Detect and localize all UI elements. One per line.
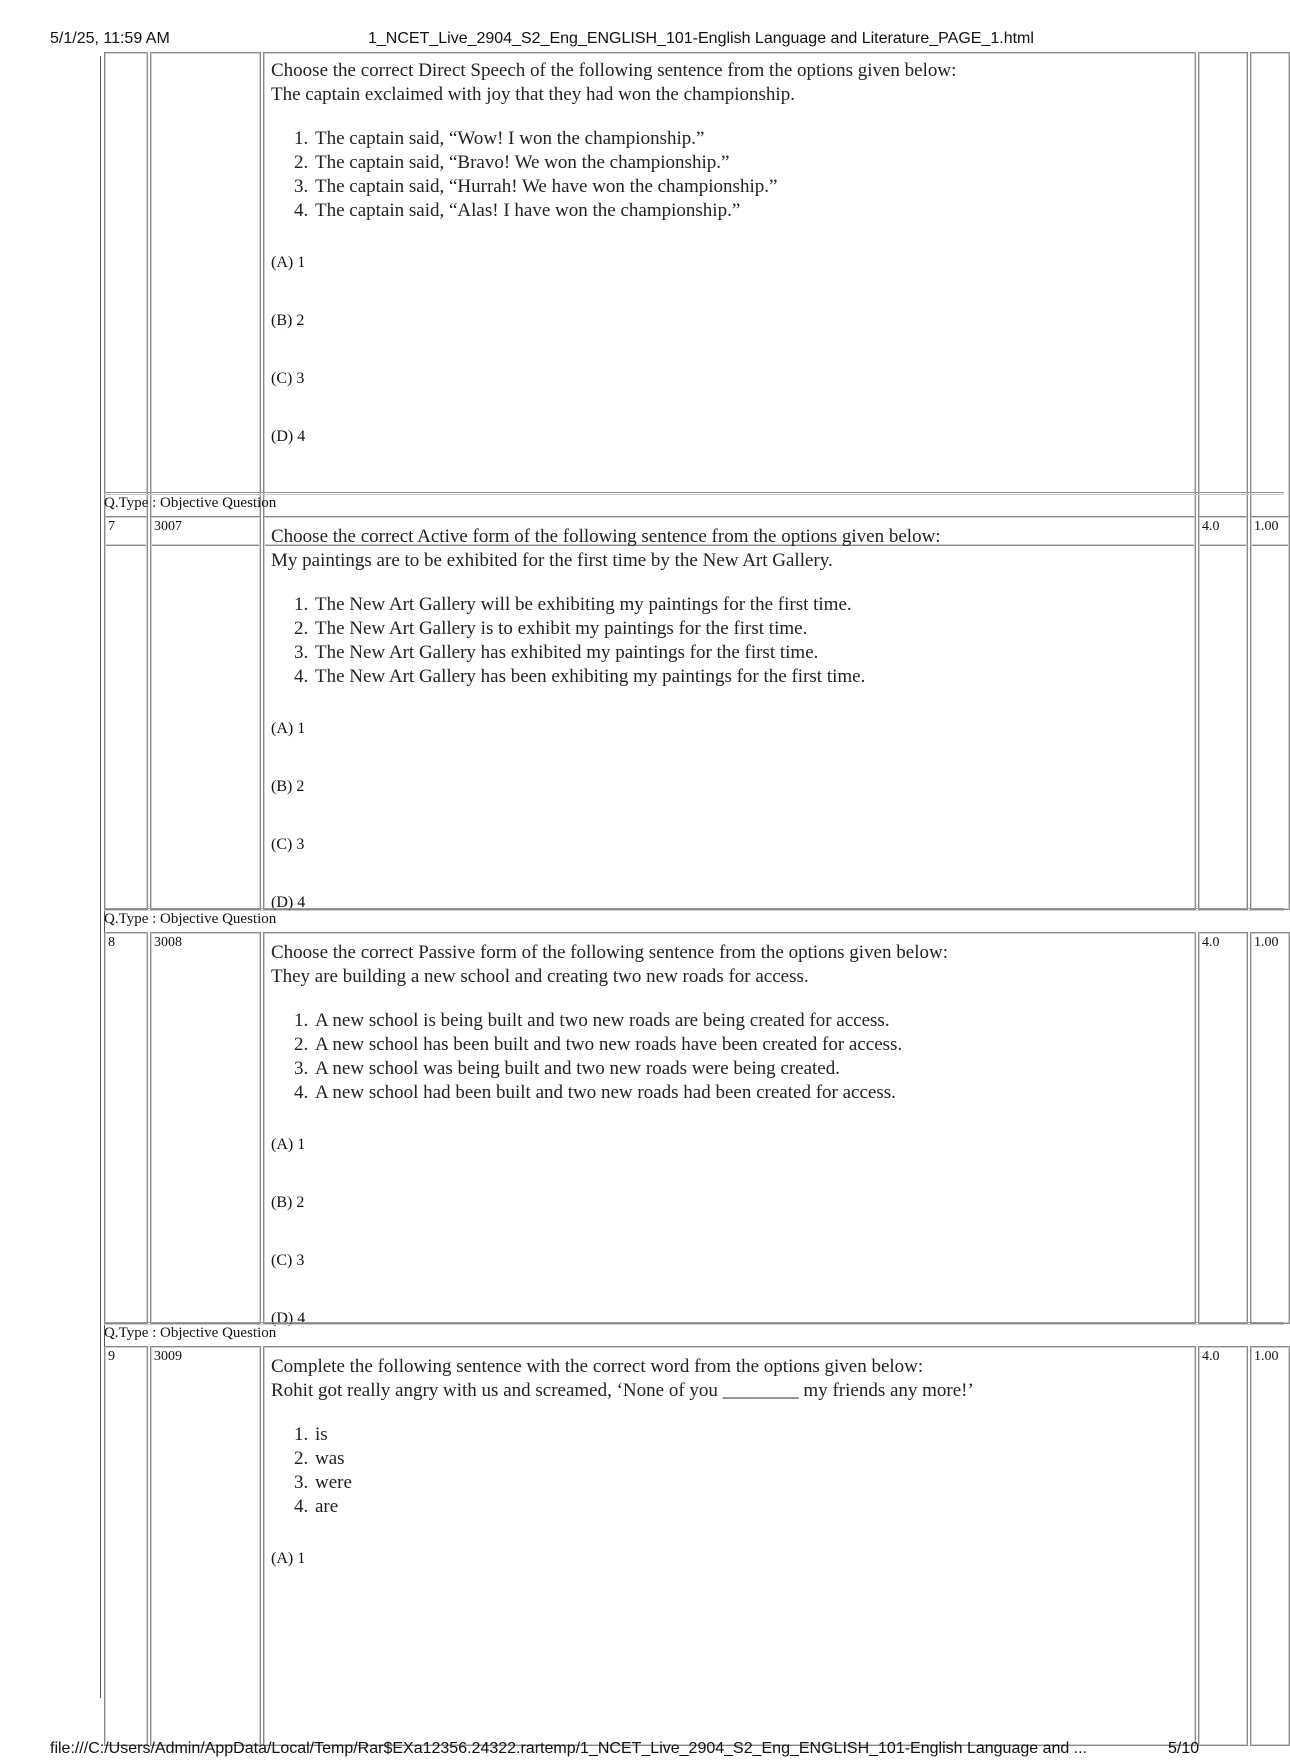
question-sentence: Rohit got really angry with us and screamed, ‘None of you ________ my friends any more!’ [271,1380,974,1401]
option-item: 4. are [313,1495,1195,1519]
question-paper [100,56,1279,1698]
sn-cell: 9 [104,1346,148,1746]
id-cell: 3008 [150,932,261,1324]
id-cell [150,52,261,546]
answer-choice: (B) 2 [271,1194,305,1211]
question-cell [263,516,1196,910]
sn-cell: 7 [104,516,148,910]
question-sentence: My paintings are to be exhibited for the first time by the New Art Gallery. [271,550,833,571]
option-item: 1. is [313,1423,1195,1447]
option-item: 4. The New Art Gallery has been exhibiting my paintings for the first time. [313,665,1195,689]
neg-marks-cell: 1.00 [1250,932,1290,1324]
option-item: 2. The New Art Gallery is to exhibit my paintings for the first time. [313,617,1195,641]
print-file-path: file:///C:/Users/Admin/AppData/Local/Temp/Rar$EXa12356.24322.rartemp/1_NCET_Live_2904_S2_Eng_ENGLISH_101-English Language and ... [50,1740,1088,1757]
marks-cell: 4.0 [1198,516,1248,910]
question-sentence: The captain exclaimed with joy that they had won the championship. [271,84,795,105]
marks-cell: 4.0 [1198,1346,1248,1746]
question-type-label: Q.Type : Objective Question [104,911,277,927]
answer-choices [271,253,1195,485]
print-title: 1_NCET_Live_2904_S2_Eng_ENGLISH_101-English Language and Literature_PAGE_1.html [368,30,1034,47]
question-type-label: Q.Type : Objective Question [104,495,277,511]
print-header [0,30,1240,52]
option-item: 2. A new school has been built and two new roads have been created for access. [313,1033,1195,1057]
question-cell [263,1346,1196,1746]
print-datetime: 5/1/25, 11:59 AM [50,30,170,47]
divider [104,492,1284,495]
question-cell [263,52,1196,546]
question-prompt: Choose the correct Passive form of the following sentence from the options given below: [271,942,948,963]
option-item: 3. were [313,1471,1195,1495]
id-cell: 3007 [150,516,261,910]
option-item: 4. A new school had been built and two new roads had been created for access. [313,1081,1195,1105]
answer-choice: (C) 3 [271,370,305,387]
option-item: 1. A new school is being built and two new roads are being created for access. [313,1009,1195,1033]
divider [104,1322,1284,1325]
answer-choice: (A) 1 [271,1136,306,1153]
option-item: 3. The New Art Gallery has exhibited my paintings for the first time. [313,641,1195,665]
option-item: 3. The captain said, “Hurrah! We have won the championship.” [313,175,1195,199]
question-prompt: Complete the following sentence with the correct word from the options given below: [271,1356,924,1377]
question-prompt: Choose the correct Direct Speech of the following sentence from the options given below: [271,60,957,81]
answer-choice: (B) 2 [271,312,305,329]
question-sentence: They are building a new school and creating two new roads for access. [271,966,809,987]
marks-cell: 4.0 [1198,932,1248,1324]
marks-cell [1198,52,1248,546]
question-options [271,593,1195,689]
neg-marks-cell [1250,52,1290,546]
answer-choice: (D) 4 [271,428,306,445]
answer-choices [271,719,1195,951]
option-item: 1. The New Art Gallery will be exhibiting my paintings for the first time. [313,593,1195,617]
print-footer [0,1740,1240,1762]
print-page-number: 5/10 [1168,1740,1200,1757]
sn-cell [104,52,148,546]
answer-choices [271,1549,1195,1607]
divider [104,908,1284,911]
answer-choice: (A) 1 [271,1550,306,1567]
question-options [271,127,1195,223]
sn-cell: 8 [104,932,148,1324]
question-options [271,1009,1195,1105]
neg-marks-cell: 1.00 [1250,516,1290,910]
question-cell [263,932,1196,1327]
option-item: 1. The captain said, “Wow! I won the championship.” [313,127,1195,151]
question-options [271,1423,1195,1519]
answer-choice: (D) 4 [271,894,306,911]
answer-choice: (C) 3 [271,1252,305,1269]
answer-choice: (C) 3 [271,836,305,853]
option-item: 2. The captain said, “Bravo! We won the championship.” [313,151,1195,175]
answer-choice: (A) 1 [271,720,306,737]
question-type-label: Q.Type : Objective Question [104,1325,277,1341]
id-cell: 3009 [150,1346,261,1746]
answer-choice: (A) 1 [271,254,306,271]
answer-choice: (D) 4 [271,1310,306,1327]
option-item: 3. A new school was being built and two new roads were being created. [313,1057,1195,1081]
option-item: 2. was [313,1447,1195,1471]
question-prompt: Choose the correct Active form of the following sentence from the options given below: [271,526,941,547]
answer-choices [271,1135,1195,1367]
answer-choice: (B) 2 [271,778,305,795]
neg-marks-cell: 1.00 [1250,1346,1290,1746]
option-item: 4. The captain said, “Alas! I have won the championship.” [313,199,1195,223]
